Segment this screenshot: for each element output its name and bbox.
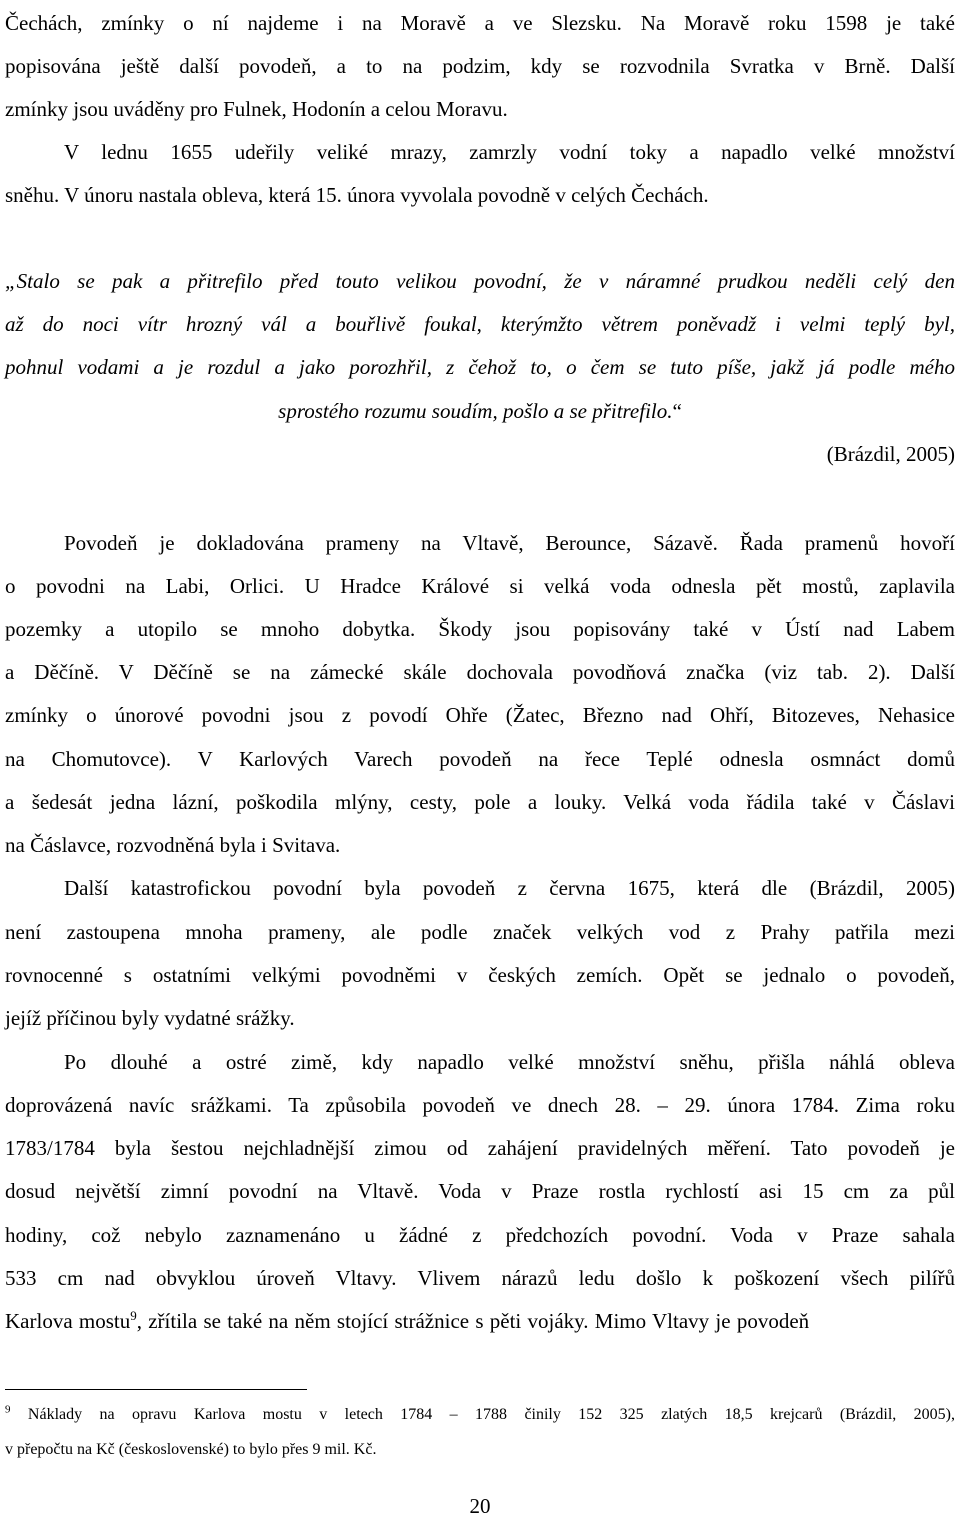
- paragraph-line: na Chomutovce). V Karlových Varech povodeň na řece Teplé odnesla osmnáct domů: [5, 747, 955, 771]
- paragraph-line: Povodeň je dokladována prameny na Vltavě, Berounce, Sázavě. Řada pramenů hovoří: [64, 531, 955, 555]
- closing-quote-mark: “: [672, 399, 682, 423]
- footnote-separator: [5, 1389, 307, 1390]
- paragraph-line: 1783/1784 byla šestou nejchladnější zimou od zahájení pravidelných měření. Tato povodeň je: [5, 1136, 955, 1160]
- quote-line: až do noci vítr hrozný vál a bouřlivě foukal, kterýmžto větrem poněvadž i velmi teplý byl,: [5, 312, 955, 336]
- paragraph-line: hodiny, což nebylo zaznamenáno u žádné z předchozích povodní. Voda v Praze sahala: [5, 1223, 955, 1247]
- quote-line: pohnul vodami a je rozdul a jako porozhřil, z čehož to, o čem se tuto píše, jakž já podle mého: [5, 355, 955, 379]
- footnote-reference: 9: [130, 1308, 137, 1323]
- paragraph-line: Další katastrofickou povodní byla povodeň z června 1675, která dle (Brázdil, 2005): [64, 876, 955, 900]
- paragraph-line: zmínky jsou uváděny pro Fulnek, Hodonín a celou Moravu.: [5, 97, 508, 121]
- paragraph-line: popisována ještě další povodeň, a to na podzim, kdy se rozvodnila Svratka v Brně. Další: [5, 54, 955, 78]
- quote-citation: (Brázdil, 2005): [826, 442, 955, 466]
- paragraph-line: V lednu 1655 udeřily veliké mrazy, zamrzly vodní toky a napadlo velké množství: [64, 140, 955, 164]
- paragraph-line: na Čáslavce, rozvodněná byla i Svitava.: [5, 833, 341, 857]
- paragraph-line: dosud největší zimní povodní na Vltavě. Voda v Praze rostla rychlostí asi 15 cm za půl: [5, 1179, 955, 1203]
- paragraph-line: a Děčíně. V Děčíně se na zámecké skále dochovala povodňová značka (viz tab. 2). Další: [5, 660, 955, 684]
- quote-text: sprostého rozumu soudím, pošlo a se přitrefilo.: [278, 399, 673, 423]
- footnote-line: [5, 1403, 955, 1427]
- paragraph-line: sněhu. V únoru nastala obleva, která 15. února vyvolala povodně v celých Čechách.: [5, 183, 709, 207]
- paragraph-text: Karlova mostu: [5, 1309, 131, 1333]
- footnote-marker: 9: [5, 1403, 11, 1416]
- paragraph-line: není zastoupena mnoha prameny, ale podle značek velkých vod z Prahy patřila mezi: [5, 920, 955, 944]
- paragraph-line: 533 cm nad obvyklou úroveň Vltavy. Vlivem nárazů ledu došlo k poškození všech pilířů: [5, 1266, 955, 1290]
- paragraph-line: rovnocenné s ostatními velkými povodněmi v českých zemích. Opět se jednalo o povodeň,: [5, 963, 955, 987]
- footnote-line: v přepočtu na Kč (československé) to bylo přes 9 mil. Kč.: [5, 1441, 377, 1458]
- paragraph-line: Po dlouhé a ostré zimě, kdy napadlo velké množství sněhu, přišla náhlá obleva: [64, 1050, 955, 1074]
- paragraph-line: [5, 1306, 955, 1336]
- page-number: 20: [469, 1494, 491, 1518]
- quote-line: „Stalo se pak a přitrefilo před touto velikou povodní, že v náramné prudkou neděli celý den: [5, 269, 955, 293]
- quote-line-last: [0, 396, 960, 426]
- paragraph-line: doprovázená navíc srážkami. Ta způsobila povodeň ve dnech 28. – 29. února 1784. Zima roku: [5, 1093, 955, 1117]
- paragraph-line: jejíž příčinou byly vydatné srážky.: [5, 1006, 295, 1030]
- paragraph-line: a šedesát jedna lázní, poškodila mlýny, cesty, pole a louky. Velká voda řádila také v Čáslavi: [5, 790, 955, 814]
- paragraph-line: zmínky o únorové povodni jsou z povodí Ohře (Žatec, Březno nad Ohří, Bitozeves, Nehasice: [5, 703, 955, 727]
- paragraph-text: , zřítila se také na něm stojící strážnice s pěti vojáky. Mimo Vltavy je povodeň: [136, 1309, 810, 1333]
- footnote-text: Náklady na opravu Karlova mostu v letech 1784 – 1788 činily 152 325 zlatých 18,5 krejcarů (Brázdil, 2005),: [27, 1406, 956, 1423]
- paragraph-line: Čechách, zmínky o ní najdeme i na Moravě a ve Slezsku. Na Moravě roku 1598 je také: [5, 11, 955, 35]
- paragraph-line: pozemky a utopilo se mnoho dobytka. Škody jsou popisovány také v Ústí nad Labem: [5, 617, 955, 641]
- paragraph-line: o povodni na Labi, Orlici. U Hradce Králové si velká voda odnesla pět mostů, zaplavila: [5, 574, 955, 598]
